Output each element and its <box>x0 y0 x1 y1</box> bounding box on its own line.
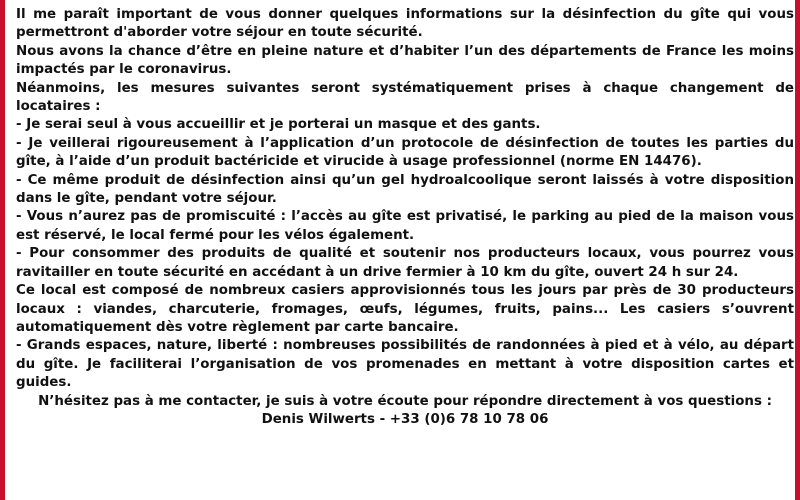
paragraph-intro: Il me paraît important de vous donner quelques informations sur la désinfection du gîte qui vous permettront d'aborder votre séjour en toute sécurité. <box>16 7 794 41</box>
paragraph-nature: Nous avons la chance d’être en pleine nature et d’habiter l’un des départements de France les moins impactés par le coronavirus. <box>16 43 794 78</box>
list-item-welcome: - Je serai seul à vous accueillir et je porterai un masque et des gants. <box>16 117 541 133</box>
paragraph-measures: Néanmoins, les mesures suivantes seront systématiquement prises à chaque changement de locataires : <box>16 80 794 115</box>
list-item-gel: - Ce même produit de désinfection ainsi qu’un gel hydroalcoolique seront laissés à votre disposition dans le gîte, pendant votre séjour. <box>16 172 794 207</box>
list-item-nature: - Grands espaces, nature, liberté : nombreuses possibilités de randonnées à pied et à vélo, au départ du gîte. Je faciliterai l’organisation de vos promenades en mettant à votre disposition cartes et guides. <box>16 338 794 391</box>
document-body <box>16 6 794 429</box>
paragraph-lockers: Ce local est composé de nombreux casiers approvisionnés tous les jours par près de 30 producteurs locaux : viandes, charcuterie, fromages, œufs, légumes, fruits, pains... Les casiers s’ouvrent automatiquement dès votre règlement par carte bancaire. <box>16 283 794 335</box>
list-item-privacy: - Vous n’aurez pas de promiscuité : l’accès au gîte est privatisé, le parking au pied de la maison vous est réservé, le local fermé pour les vélos également. <box>16 209 794 243</box>
signature-contact: Denis Wilwerts - +33 (0)6 78 10 78 06 <box>261 411 549 427</box>
closing-line: N’hésitez pas à me contacter, je suis à votre écoute pour répondre directement à vos questions : <box>38 393 772 409</box>
list-item-disinfection: - Je veillerai rigoureusement à l’application d’un protocole de désinfection de toutes les parties du gîte, à l’aide d’un produit bactéricide et virucide à usage professionnel (norme EN 14476). <box>16 135 794 170</box>
list-item-local-producers: - Pour consommer des produits de qualité et soutenir nos producteurs locaux, vous pourrez vous ravitailler en toute sécurité en accédant à un drive fermier à 10 km du gîte, ouvert 24 h sur 24. <box>16 246 794 280</box>
